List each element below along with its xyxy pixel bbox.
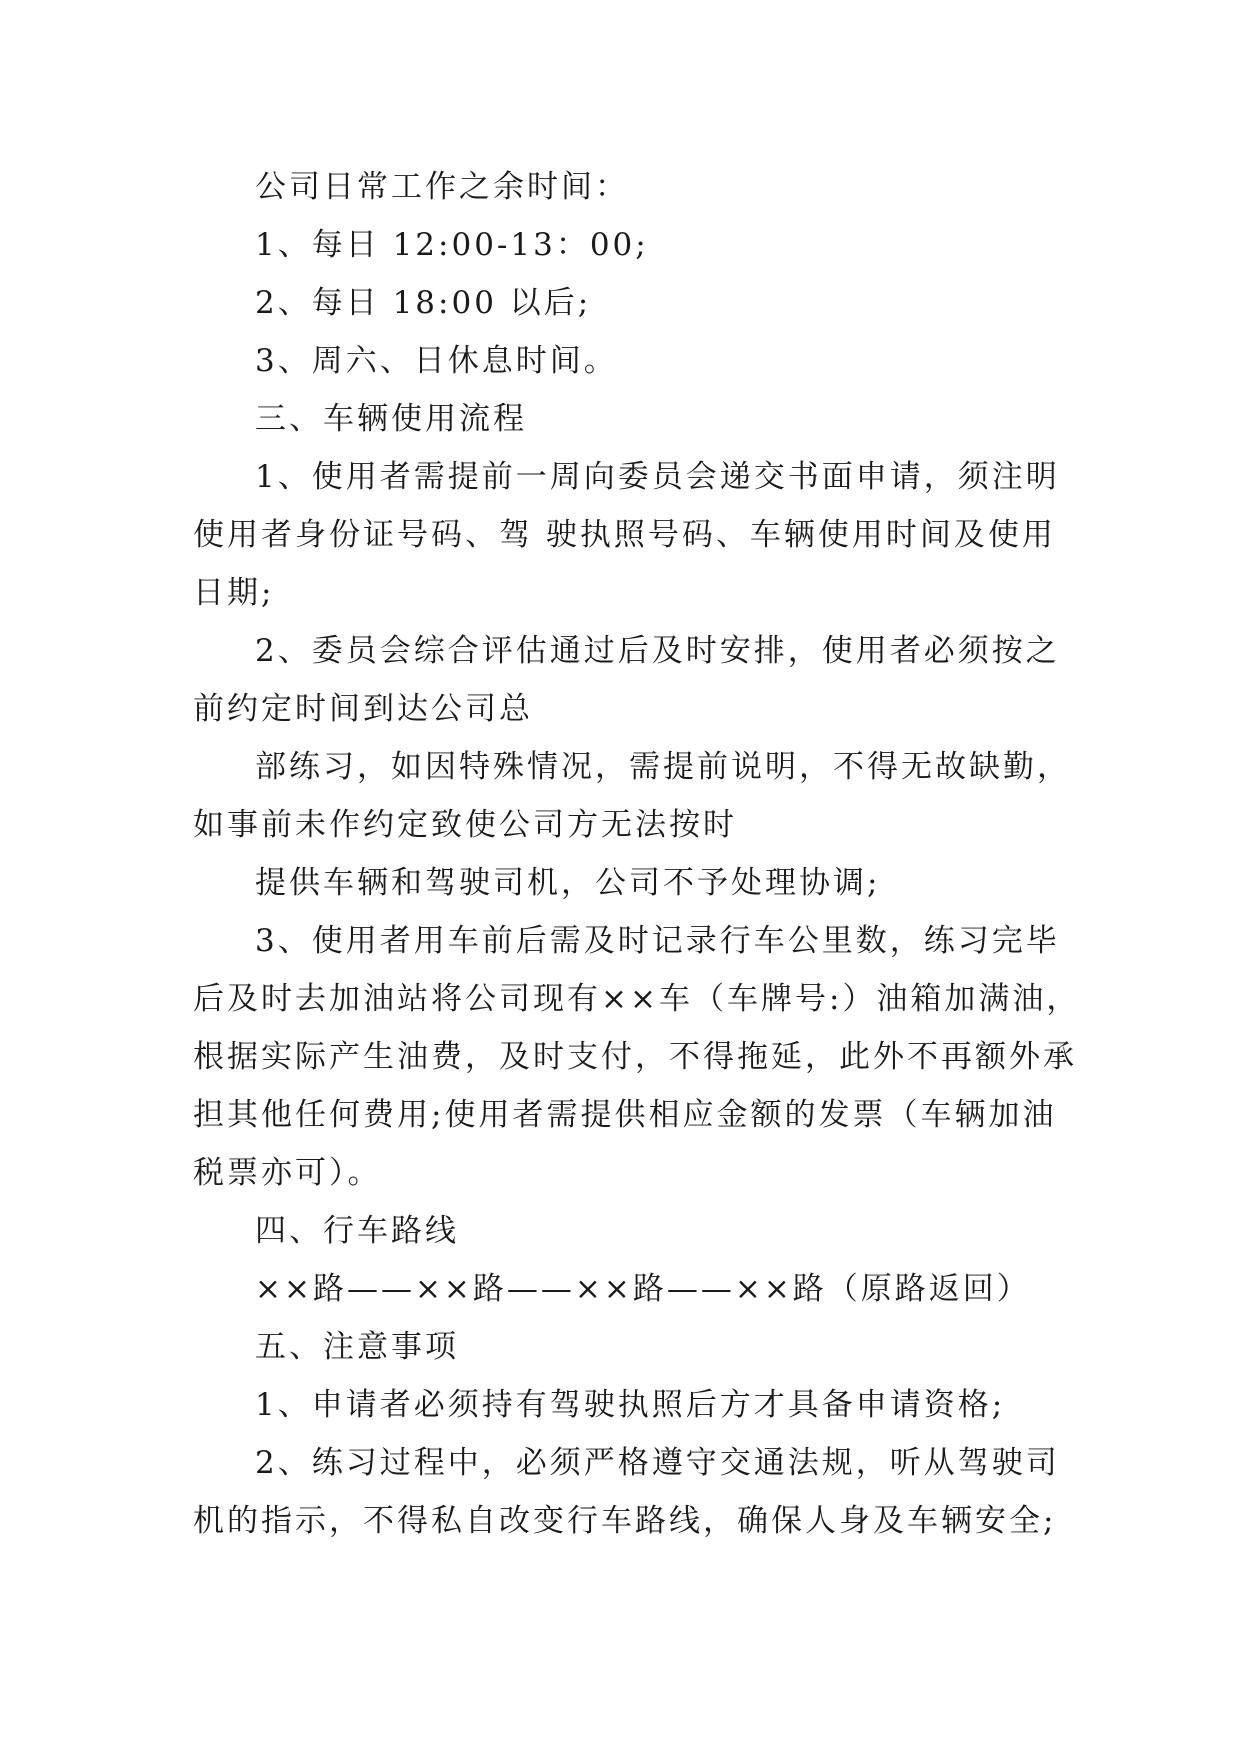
list-item: 3、周六、日休息时间。: [255, 343, 618, 379]
paragraph-line: 机的指示，不得私自改变行车路线，确保人身及车辆安全;: [193, 1503, 1057, 1539]
document-body: [193, 158, 1081, 1550]
section-heading: 三、车辆使用流程: [255, 401, 527, 437]
list-item: 1、每日 12:00-13：00;: [255, 227, 649, 263]
paragraph-line: 根据实际产生油费，及时支付，不得拖延，此外不再额外承: [193, 1039, 1077, 1075]
paragraph-line: 担其他任何费用;使用者需提供相应金额的发票（车辆加油: [193, 1097, 1057, 1133]
paragraph-line: 部练习，如因特殊情况，需提前说明，不得无故缺勤，: [255, 749, 1071, 785]
paragraph-line: 1、申请者必须持有驾驶执照后方才具备申请资格;: [255, 1387, 1006, 1423]
paragraph-line: 2、练习过程中，必须严格遵守交通法规，听从驾驶司: [255, 1445, 1060, 1481]
route-line: ××路——××路——××路——××路（原路返回）: [255, 1271, 1031, 1307]
paragraph-line: 如事前未作约定致使公司方无法按时: [193, 807, 737, 843]
paragraph-line: 3、使用者用车前后需及时记录行车公里数，练习完毕: [255, 923, 1060, 959]
paragraph-line: 后及时去加油站将公司现有××车（车牌号:）油箱加满油，: [193, 981, 1081, 1017]
paragraph-line: 日期;: [193, 575, 275, 611]
paragraph-line: 2、委员会综合评估通过后及时安排，使用者必须按之: [255, 633, 1060, 669]
paragraph-line: 前约定时间到达公司总: [193, 691, 533, 727]
section-line: 公司日常工作之余时间：: [255, 169, 629, 205]
paragraph-line: 使用者身份证号码、驾 驶执照号码、车辆使用时间及使用: [193, 517, 1056, 553]
paragraph-line: 1、使用者需提前一周向委员会递交书面申请，须注明: [255, 459, 1060, 495]
section-heading: 五、注意事项: [255, 1329, 459, 1365]
section-heading: 四、行车路线: [255, 1213, 459, 1249]
paragraph-line: 提供车辆和驾驶司机，公司不予处理协调;: [255, 865, 881, 901]
paragraph-line: 税票亦可）。: [193, 1155, 382, 1191]
list-item: 2、每日 18:00 以后;: [255, 285, 592, 321]
